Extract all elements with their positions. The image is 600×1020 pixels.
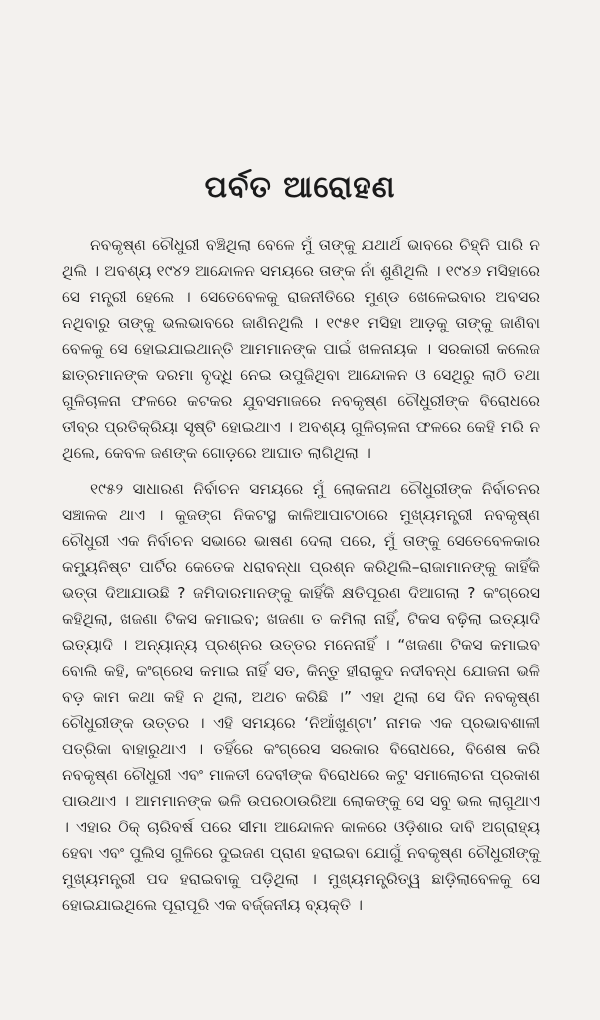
chapter-title: ପର୍ବତ ଆରୋହଣ [204,170,396,205]
paragraph-2: ୧୯୫୨ ସାଧାରଣ ନିର୍ବାଚନ ସମୟରେ ମୁଁ ଲୋକନାଥ ଚୌଧୁରୀଙ୍କ ନିର୍ବାଚନର ସଞ୍ଚାଳକ ଥାଏ । କୁଜଙ୍ଗ ନିକଟସ୍ଥ କାଳିଆପାଟଠାରେ ମୁଖ୍ୟମନ୍ତ୍ରୀ ନବକୃଷ୍ଣ ଚୌଧୁରୀ ଏକ ନିର୍ବାଚନ ସଭାରେ ଭାଷଣ ଦେଲା ପରେ, ମୁଁ ତାଙ୍କୁ ସେତେବେଳକାର କମ୍ୟୁନିଷ୍ଟ ପାର୍ଟିର କେତେକ ଧରାବନ୍ଧା ପ୍ରଶ୍ନ କରିଥିଲି–ରାଜାମାନଙ୍କୁ କାହିଁକି ଭତ୍ତା ଦିଆଯାଉଛି ? ଜମିଦାରମାନଙ୍କୁ କାହିଁକି କ୍ଷତିପୂରଣ ଦିଆଗଲା ? କଂଗ୍ରେସ କହିଥିଲା, ଖଜଣା ଟିକସ କମାଇବ; ଖଜଣା ତ କମିଲା ନାହିଁ, ଟିକସ ବଢ଼ିଲା ଇତ୍ୟାଦି ଇତ୍ୟାଦି । ଅନ୍ୟାନ୍ୟ ପ୍ରଶ୍ନର ଉତ୍ତର ମନେନାହିଁ । “ଖଜଣା ଟିକସ କମାଇବ ବୋଲି କହି, କଂଗ୍ରେସ କମାଇ ନାହିଁ ସତ, କିନ୍ତୁ ହୀରାକୁଦ ନଦୀବନ୍ଧ ଯୋଜନା ଭଳି ବଡ଼ କାମ କଥା କହି ନ ଥିଲା, ଅଥଚ କରିଛି ।” ଏହା ଥିଲା ସେ ଦିନ ନବକୃଷ୍ଣ ଚୌଧୁରୀଙ୍କ ଉତ୍ତର । ଏହି ସମୟରେ ‘ନିଆଁଖୁଣ୍ଟା’ ନାମକ ଏକ ପ୍ରଭାବଶାଳୀ ପତ୍ରିକା ବାହାରୁଥାଏ । ତହିଁରେ କଂଗ୍ରେସ ସରକାର ବିରୋଧରେ, ବିଶେଷ କରି ନବକୃଷ୍ଣ ଚୌଧୁରୀ ଏବଂ ମାଳତୀ ଦେବୀଙ୍କ ବିରୋଧରେ କଟୁ ସମାଲୋଚନା ପ୍ରକାଶ ପାଉଥାଏ । ଆମମାନଙ୍କ ଭଳି ଉପରଠାଉରିଆ ଲୋକଙ୍କୁ ସେ ସବୁ ଭଲ ଲାଗୁଥାଏ । ଏହାର ଠିକ୍ ଚାରିବର୍ଷ ପରେ ସୀମା ଆନ୍ଦୋଳନ କାଳରେ ଓଡ଼ିଶାର ଦାବି ଅଗ୍ରାହ୍ୟ ହେବା ଏବଂ ପୁଲିସ ଗୁଳିରେ ଦୁଇଜଣ ପ୍ରାଣ ହରାଇବା ଯୋଗୁଁ ନବକୃଷ୍ଣ ଚୌଧୁରୀଙ୍କୁ ମୁଖ୍ୟମନ୍ତ୍ରୀ ପଦ ହରାଇବାକୁ ପଡ଼ିଥିଲା । ମୁଖ୍ୟମନ୍ତ୍ରିତ୍ୱ ଛାଡ଼ିଲାବେଳକୁ ସେ ହୋଇଯାଇଥିଲେ ପୂରାପୂରି ଏକ ବର୍ଜ୍ଜନୀୟ ବ୍ୟକ୍ତି । [62,480,540,914]
chapter-body [62,232,540,918]
paragraph-1: ନବକୃଷ୍ଣ ଚୌଧୁରୀ ବଞ୍ଚିଥିଲା ବେଳେ ମୁଁ ତାଙ୍କୁ ଯଥାର୍ଥ ଭାବରେ ଚିହ୍ନି ପାରି ନ ଥିଲି । ଅବଶ୍ୟ ୧୯୪୨ ଆନ୍ଦୋଳନ ସମୟରେ ତାଙ୍କ ନାଁ ଶୁଣିଥିଲି । ୧୯୪୬ ମସିହାରେ ସେ ମନ୍ତ୍ରୀ ହେଲେ । ସେତେବେଳକୁ ରାଜନୀତିରେ ମୁଣ୍ଡ ଖେଳେଇବାର ଅବସର ନଥିବାରୁ ତାଙ୍କୁ ଭଲଭାବରେ ଜାଣିନଥିଲି । ୧୯୫୧ ମସିହା ଆଡ଼କୁ ତାଙ୍କୁ ଜାଣିବା ବେଳକୁ ସେ ହୋଇଯାଇଥାନ୍ତି ଆମମାନଙ୍କ ପାଇଁ ଖଳନାୟକ । ସରକାରୀ କଲେଜ ଛାତ୍ରମାନଙ୍କ ଦରମା ବୃଦ୍ଧି ନେଇ ଉପୁଜିଥିବା ଆନ୍ଦୋଳନ ଓ ସେଥିରୁ ଲାଠି ତଥା ଗୁଳିଚାଳନା ଫଳରେ କଟକର ଯୁବସମାଜରେ ନବକୃଷ୍ଣ ଚୌଧୁରୀଙ୍କ ବିରୋଧରେ ତୀବ୍ର ପ୍ରତିକ୍ରିୟା ସୃଷ୍ଟି ହୋଇଥାଏ । ଅବଶ୍ୟ ଗୁଳିଚାଳନା ଫଳରେ କେହି ମରି ନ ଥିଲେ, କେବଳ ଜଣଙ୍କ ଗୋଡ଼ରେ ଆଘାତ ଲାଗିଥିଲା । [62,236,540,462]
